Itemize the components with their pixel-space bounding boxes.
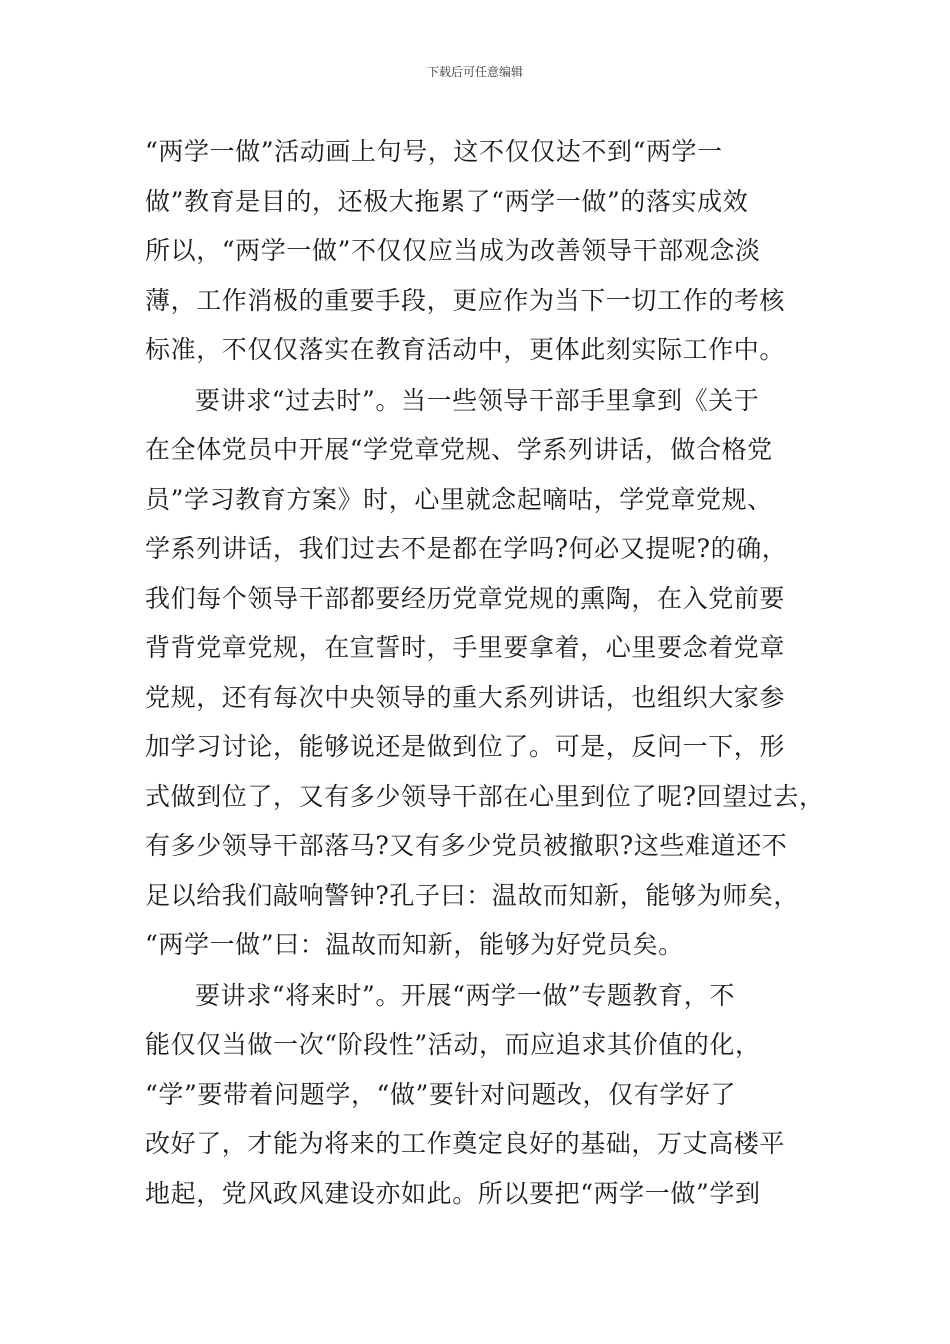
text-line: 能仅仅当做一次“阶段性”活动，而应追求其价值的化， (145, 1030, 761, 1059)
page-header: 下载后可任意编辑 (426, 65, 523, 79)
document-body (145, 127, 835, 1218)
text-line: 改好了，才能为将来的工作奠定良好的基础，万丈高楼平 (145, 1129, 786, 1158)
text-line: 做”教育是目的，还极大拖累了“两学一做”的落实成效 (145, 186, 749, 216)
text-line: 地起，党风政风建设亦如此。所以要把“两学一做”学到 (145, 1178, 761, 1208)
paragraph-start-line: 要讲求“将来时”。开展“两学一做”专题教育，不 (195, 980, 735, 1010)
text-line: 在全体党员中开展“学党章党规、学系列讲话，做合格党 (145, 435, 773, 464)
paragraph-start-line: 要讲求“过去时”。当一些领导干部手里拿到《关于 (195, 385, 760, 415)
text-line: 党规，还有每次中央领导的重大系列讲话，也组织大家参 (145, 682, 786, 712)
text-line: “学”要带着问题学，“做”要针对问题改，仅有学好了 (145, 1079, 737, 1109)
text-line: 薄，工作消极的重要手段，更应作为当下一切工作的考核 (145, 285, 786, 315)
text-line: 式做到位了，又有多少领导干部在心里到位了呢?回望过去， (145, 781, 825, 811)
text-line: “两学一做”曰：温故而知新，能够为好党员矣。 (145, 930, 684, 959)
text-line: 加学习讨论，能够说还是做到位了。可是，反问一下，形 (145, 732, 786, 761)
text-line: 有多少领导干部落马?又有多少党员被撤职?这些难道还不 (145, 831, 788, 860)
text-line: 足以给我们敲响警钟?孔子曰：温故而知新，能够为师矣， (145, 880, 800, 910)
text-line: 背背党章党规，在宣誓时，手里要拿着，心里要念着党章 (145, 633, 786, 662)
text-line: 我们每个领导干部都要经历党章党规的熏陶，在入党前要 (145, 583, 786, 613)
text-line: “两学一做”活动画上句号，这不仅仅达不到“两学一 (145, 137, 723, 166)
text-line: 标准，不仅仅落实在教育活动中，更体此刻实际工作中。 (145, 335, 786, 364)
text-line: 员”学习教育方案》时，心里就念起嘀咕，学党章党规、 (145, 484, 773, 514)
text-line: 学系列讲话，我们过去不是都在学吗?何必又提呢?的确， (145, 534, 788, 563)
text-line: 所以，“两学一做”不仅仅应当成为改善领导干部观念淡 (145, 236, 761, 265)
